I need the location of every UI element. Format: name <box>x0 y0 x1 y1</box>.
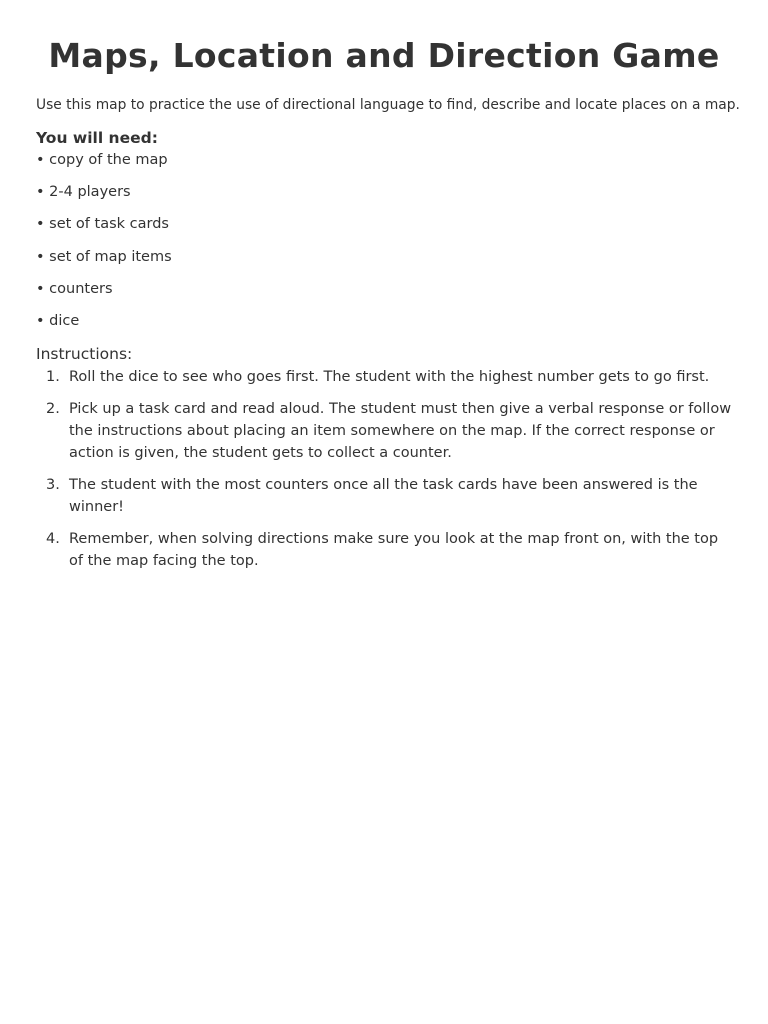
you-will-need-heading: You will need: <box>36 129 158 147</box>
page-title: Maps, Location and Direction Game <box>48 36 720 75</box>
step-text: The student with the most counters once all the task cards have been answered is the winner! <box>69 477 698 515</box>
instruction-step <box>36 366 732 388</box>
list-item: • counters <box>36 280 113 297</box>
intro-text: Use this map to practice the use of directional language to find, describe and locate places on a map. <box>36 97 740 113</box>
step-text: Pick up a task card and read aloud. The student must then give a verbal response or follow the instructions about placing an item somewhere on the map. If the correct response or action is given, the student gets to collect a counter. <box>69 401 732 461</box>
materials-list <box>36 150 172 343</box>
instructions-list <box>36 366 732 582</box>
step-number: 1. <box>46 369 60 385</box>
instruction-step <box>36 528 732 572</box>
step-text: Roll the dice to see who goes first. The student with the highest number gets to go first. <box>69 369 710 385</box>
list-item: • dice <box>36 312 80 329</box>
list-item: • copy of the map <box>36 152 168 168</box>
list-item: • set of task cards <box>36 216 169 233</box>
instructions-heading: Instructions: <box>36 345 133 363</box>
step-number: 3. <box>46 477 60 493</box>
step-number: 2. <box>46 401 60 417</box>
list-item: • set of map items <box>36 248 172 265</box>
list-item: • 2-4 players <box>36 184 131 201</box>
step-text: Remember, when solving directions make sure you look at the map front on, with the top of the map facing the top. <box>69 531 719 569</box>
step-number: 4. <box>46 531 60 547</box>
instruction-step <box>36 398 732 464</box>
instruction-step <box>36 474 732 518</box>
